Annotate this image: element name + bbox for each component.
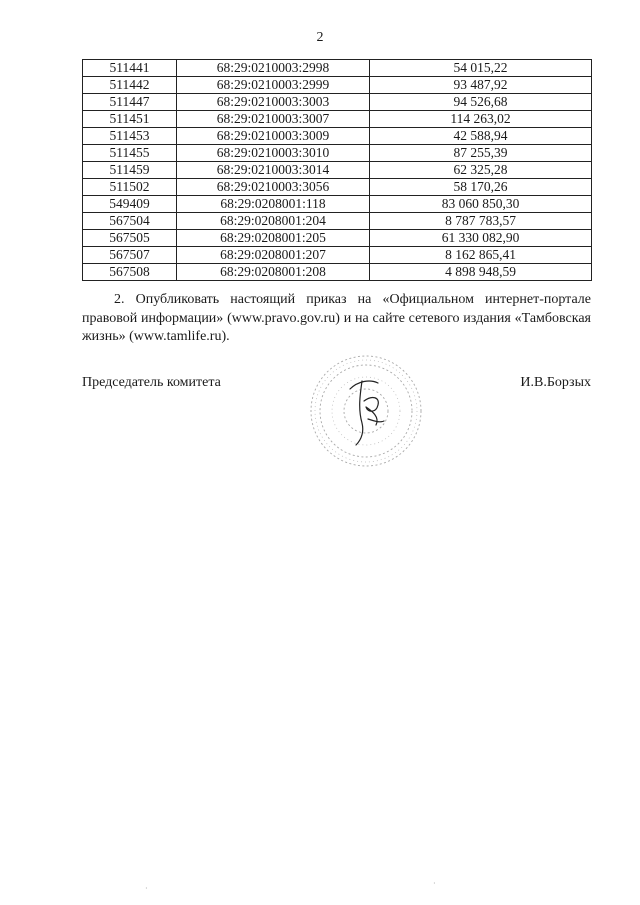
value-cell: 61 330 082,90 xyxy=(370,230,592,247)
table-row xyxy=(83,111,592,128)
table-row xyxy=(83,77,592,94)
handwritten-signature-icon xyxy=(350,381,384,445)
cadastral-number-cell: 68:29:0210003:2998 xyxy=(177,60,370,77)
cadastral-number-cell: 68:29:0210003:3003 xyxy=(177,94,370,111)
row-id-cell: 511502 xyxy=(83,179,177,196)
cadastral-number-cell: 68:29:0210003:3014 xyxy=(177,162,370,179)
value-cell: 94 526,68 xyxy=(370,94,592,111)
table-row xyxy=(83,60,592,77)
table-row xyxy=(83,264,592,281)
table-row xyxy=(83,247,592,264)
value-cell: 62 325,28 xyxy=(370,162,592,179)
cadastral-number-cell: 68:29:0210003:3007 xyxy=(177,111,370,128)
row-id-cell: 511459 xyxy=(83,162,177,179)
signer-name: И.В.Борзых xyxy=(520,375,591,390)
value-cell: 58 170,26 xyxy=(370,179,592,196)
table-row xyxy=(83,179,592,196)
table-row xyxy=(83,196,592,213)
row-id-cell: 511442 xyxy=(83,77,177,94)
table-row xyxy=(83,213,592,230)
value-cell: 87 255,39 xyxy=(370,145,592,162)
cadastral-table xyxy=(82,59,592,281)
scan-artifact: · xyxy=(145,884,148,893)
row-id-cell: 549409 xyxy=(83,196,177,213)
cadastral-number-cell: 68:29:0208001:118 xyxy=(177,196,370,213)
row-id-cell: 567507 xyxy=(83,247,177,264)
value-cell: 83 060 850,30 xyxy=(370,196,592,213)
value-cell: 8 787 783,57 xyxy=(370,213,592,230)
value-cell: 54 015,22 xyxy=(370,60,592,77)
cadastral-number-cell: 68:29:0210003:3056 xyxy=(177,179,370,196)
table-row xyxy=(83,145,592,162)
row-id-cell: 511455 xyxy=(83,145,177,162)
page-number: 2 xyxy=(316,30,324,45)
publication-paragraph: 2. Опубликовать настоящий приказ на «Официальном интернет-портале правовой информации» (www.pravo.gov.ru) и на сайте сетевого издания «Тамбовская жизнь» (www.tamlife.ru). xyxy=(82,292,591,344)
row-id-cell: 567505 xyxy=(83,230,177,247)
row-id-cell: 511441 xyxy=(83,60,177,77)
value-cell: 42 588,94 xyxy=(370,128,592,145)
cadastral-number-cell: 68:29:0208001:207 xyxy=(177,247,370,264)
value-cell: 8 162 865,41 xyxy=(370,247,592,264)
cadastral-number-cell: 68:29:0210003:3009 xyxy=(177,128,370,145)
scan-artifact: · xyxy=(433,879,436,888)
row-id-cell: 567504 xyxy=(83,213,177,230)
value-cell: 93 487,92 xyxy=(370,77,592,94)
cadastral-number-cell: 68:29:0208001:208 xyxy=(177,264,370,281)
table-row xyxy=(83,162,592,179)
row-id-cell: 511453 xyxy=(83,128,177,145)
table-body xyxy=(83,60,592,281)
signer-title: Председатель комитета xyxy=(82,375,221,390)
table-row xyxy=(83,94,592,111)
cadastral-number-cell: 68:29:0210003:2999 xyxy=(177,77,370,94)
official-seal-icon xyxy=(306,351,426,469)
row-id-cell: 511447 xyxy=(83,94,177,111)
cadastral-number-cell: 68:29:0210003:3010 xyxy=(177,145,370,162)
value-cell: 114 263,02 xyxy=(370,111,592,128)
row-id-cell: 511451 xyxy=(83,111,177,128)
table-row xyxy=(83,128,592,145)
value-cell: 4 898 948,59 xyxy=(370,264,592,281)
cadastral-number-cell: 68:29:0208001:204 xyxy=(177,213,370,230)
row-id-cell: 567508 xyxy=(83,264,177,281)
table-row xyxy=(83,230,592,247)
cadastral-number-cell: 68:29:0208001:205 xyxy=(177,230,370,247)
